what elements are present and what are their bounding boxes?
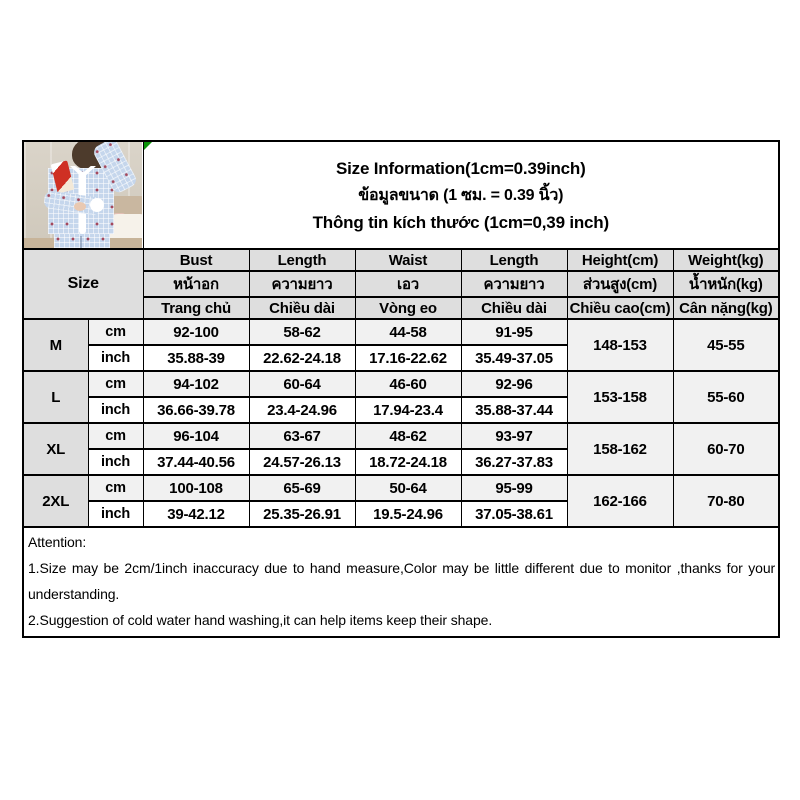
measure-cell: 92-96 [461, 371, 567, 397]
measure-cell: 22.62-24.18 [249, 345, 355, 371]
attention-heading: Attention: [28, 534, 87, 550]
measure-cell: 17.16-22.62 [355, 345, 461, 371]
measure-cell: 100-108 [143, 475, 249, 501]
col-header-length2-th: ความยาว [461, 271, 567, 297]
col-header-bust-th: หน้าอก [143, 271, 249, 297]
col-header-length2-vi: Chiều dài [461, 297, 567, 319]
measure-cell: 36.27-37.83 [461, 449, 567, 475]
attention-item-2: 2.Suggestion of cold water hand washing,it can help items keep their shape. [28, 612, 493, 628]
unit-label-cm: cm [88, 319, 143, 345]
attention-item-1: 1.Size may be 2cm/1inch inaccuracy due to hand measure,Color may be little different due to monitor ,thanks for your understanding. [28, 560, 776, 602]
measure-cell: 17.94-23.4 [355, 397, 461, 423]
height-cell: 162-166 [567, 475, 673, 527]
measure-cell: 50-64 [355, 475, 461, 501]
unit-label-inch: inch [88, 449, 143, 475]
measure-cell: 46-60 [355, 371, 461, 397]
col-header-length1-th: ความยาว [249, 271, 355, 297]
unit-label-cm: cm [88, 423, 143, 449]
title-thai: ข้อมูลขนาด (1 ซม. = 0.39 นิ้ว) [358, 186, 564, 204]
col-header-weight-th: น้ำหนัก(kg) [673, 271, 779, 297]
photo-cuff-trim [90, 198, 104, 212]
measure-cell: 37.44-40.56 [143, 449, 249, 475]
measure-cell: 24.57-26.13 [249, 449, 355, 475]
photo-pants-seam [80, 236, 82, 248]
photo-hand [74, 202, 86, 211]
measure-cell: 18.72-24.18 [355, 449, 461, 475]
weight-cell: 55-60 [673, 371, 779, 423]
height-cell: 158-162 [567, 423, 673, 475]
size-label-m: M [23, 319, 88, 371]
green-corner-flag-icon [144, 142, 152, 150]
size-chart-table [22, 140, 780, 638]
photo-pajama-pants [54, 234, 110, 248]
measure-cell: 25.35-26.91 [249, 501, 355, 527]
weight-cell: 45-55 [673, 319, 779, 371]
title-vietnamese: Thông tin kích thước (1cm=0,39 inch) [312, 212, 609, 232]
attention-note [23, 527, 779, 637]
measure-cell: 48-62 [355, 423, 461, 449]
col-header-length1-en: Length [249, 249, 355, 271]
measure-cell: 92-100 [143, 319, 249, 345]
col-header-bust-vi: Trang chủ [143, 297, 249, 319]
size-label-xl: XL [23, 423, 88, 475]
size-label-2xl: 2XL [23, 475, 88, 527]
col-header-waist-vi: Vòng eo [355, 297, 461, 319]
unit-label-cm: cm [88, 475, 143, 501]
measure-cell: 94-102 [143, 371, 249, 397]
col-header-weight-vi: Cân nặng(kg) [673, 297, 779, 319]
measure-cell: 60-64 [249, 371, 355, 397]
unit-label-inch: inch [88, 345, 143, 371]
col-header-length1-vi: Chiều dài [249, 297, 355, 319]
size-label-l: L [23, 371, 88, 423]
unit-label-inch: inch [88, 397, 143, 423]
product-photo [24, 142, 142, 248]
measure-cell: 19.5-24.96 [355, 501, 461, 527]
measure-cell: 63-67 [249, 423, 355, 449]
measure-cell: 58-62 [249, 319, 355, 345]
col-header-height-th: ส่วนสูง(cm) [567, 271, 673, 297]
measure-cell: 93-97 [461, 423, 567, 449]
col-header-waist-th: เอว [355, 271, 461, 297]
weight-cell: 60-70 [673, 423, 779, 475]
col-header-waist-en: Waist [355, 249, 461, 271]
height-cell: 148-153 [567, 319, 673, 371]
measure-cell: 23.4-24.96 [249, 397, 355, 423]
measure-cell: 35.88-37.44 [461, 397, 567, 423]
unit-label-inch: inch [88, 501, 143, 527]
title-english: Size Information(1cm=0.39inch) [336, 158, 586, 178]
measure-cell: 44-58 [355, 319, 461, 345]
col-header-weight-en: Weight(kg) [673, 249, 779, 271]
measure-cell: 65-69 [249, 475, 355, 501]
measure-cell: 35.88-39 [143, 345, 249, 371]
measure-cell: 35.49-37.05 [461, 345, 567, 371]
col-header-height-en: Height(cm) [567, 249, 673, 271]
col-header-bust-en: Bust [143, 249, 249, 271]
measure-cell: 96-104 [143, 423, 249, 449]
weight-cell: 70-80 [673, 475, 779, 527]
product-photo-cell [23, 141, 143, 249]
measure-cell: 95-99 [461, 475, 567, 501]
size-corner-header: Size [23, 249, 143, 319]
col-header-height-vi: Chiều cao(cm) [567, 297, 673, 319]
measure-cell: 39-42.12 [143, 501, 249, 527]
col-header-length2-en: Length [461, 249, 567, 271]
measure-cell: 37.05-38.61 [461, 501, 567, 527]
measure-cell: 36.66-39.78 [143, 397, 249, 423]
unit-label-cm: cm [88, 371, 143, 397]
height-cell: 153-158 [567, 371, 673, 423]
measure-cell: 91-95 [461, 319, 567, 345]
size-info-title-cell [143, 141, 779, 249]
